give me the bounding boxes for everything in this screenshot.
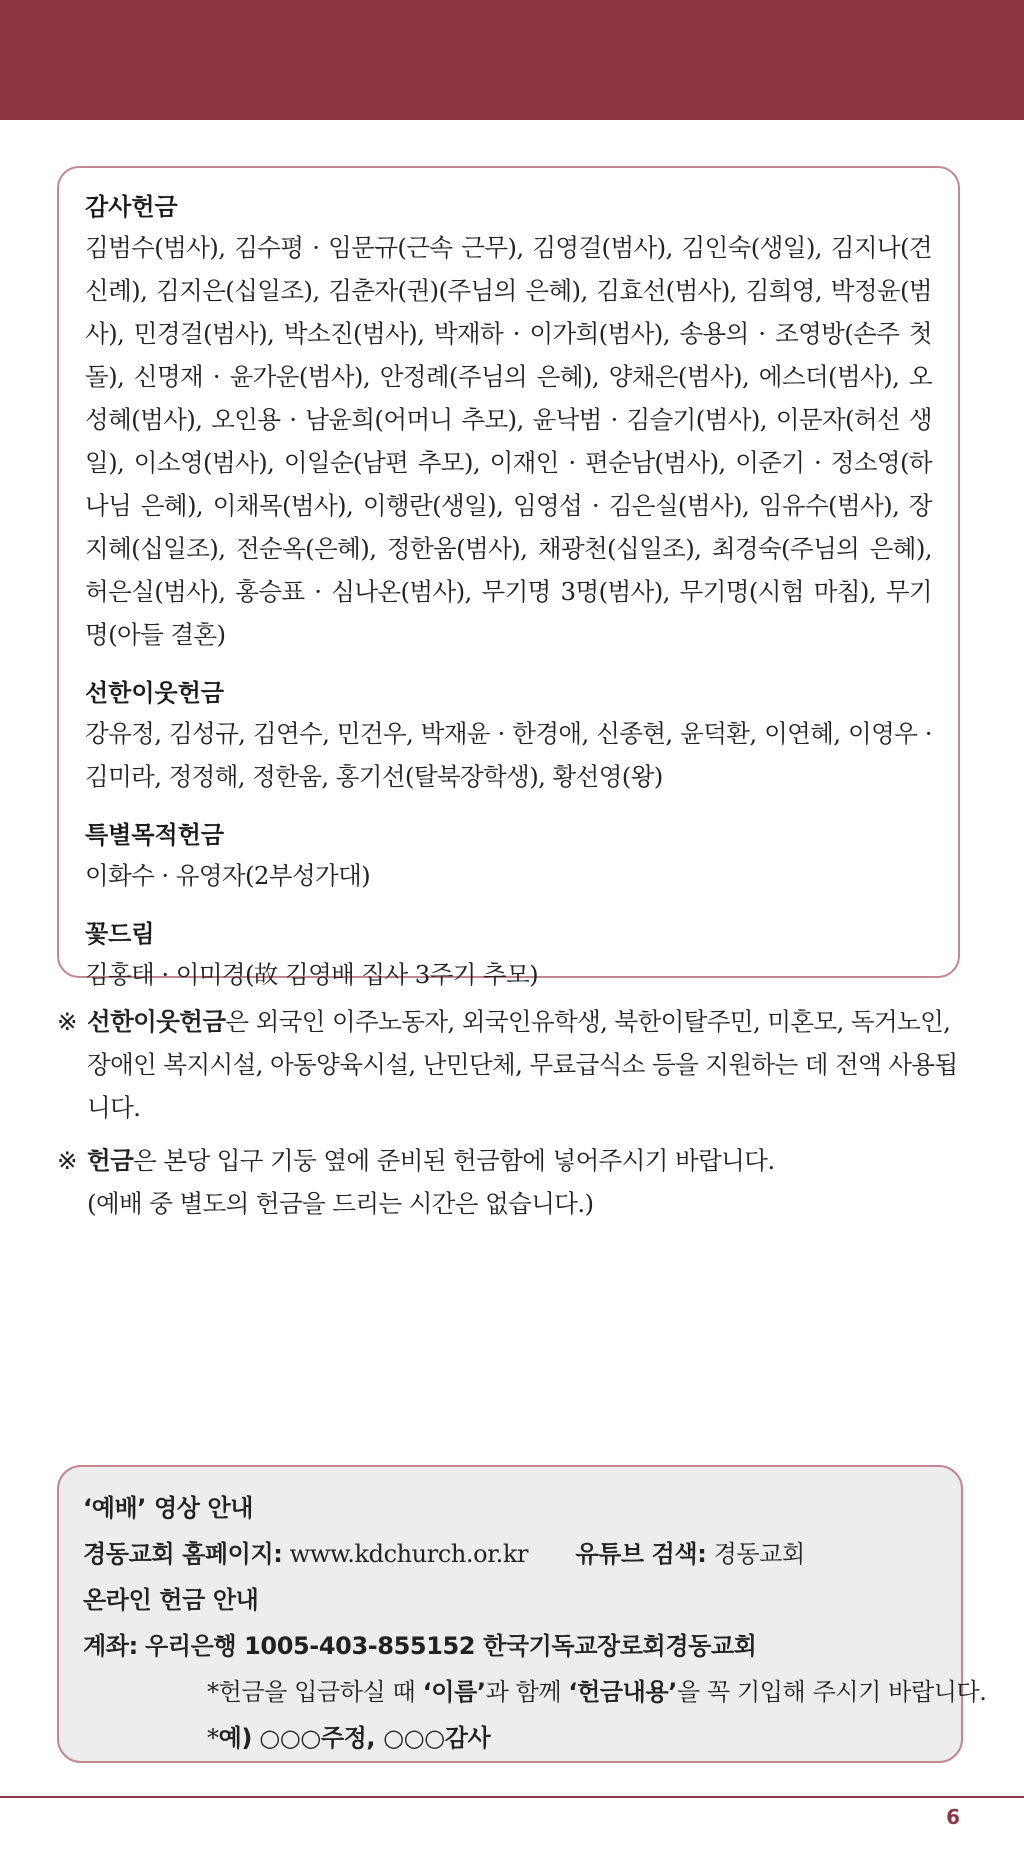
section-body-flowers: 김홍태 · 이미경(故 김영배 집사 3주기 추모) bbox=[85, 960, 539, 989]
note-offering-box bbox=[57, 1139, 967, 1225]
note-text-line2: (예배 중 별도의 헌금을 드리는 시간은 없습니다.) bbox=[87, 1189, 594, 1218]
note-text: 은 본당 입구 기둥 옆에 준비된 헌금함에 넣어주시기 바랍니다. bbox=[133, 1146, 775, 1175]
youtube-value: 경동교회 bbox=[713, 1540, 805, 1568]
note-neighbor-offering bbox=[57, 1000, 967, 1129]
homepage-url[interactable]: www.kdchurch.or.kr bbox=[289, 1540, 529, 1568]
section-body-neighbor: 강유정, 김성규, 김연수, 민건우, 박재윤 · 한경애, 신종현, 윤덕환, 이연혜, 이영우 · 김미라, 정정해, 정한움, 홍기선(탈북장학생), 황선영(왕) bbox=[85, 719, 932, 791]
video-guide-title: ‘예배’ 영상 안내 bbox=[83, 1494, 254, 1522]
video-links bbox=[83, 1531, 939, 1577]
account-line bbox=[83, 1623, 939, 1669]
deposit-note-content: ‘헌금내용’ bbox=[568, 1678, 677, 1706]
footer-rule bbox=[0, 1796, 1024, 1798]
note-text: 은 외국인 이주노동자, 외국인유학생, 북한이탈주민, 미혼모, 독거노인, 장애인 복지시설, 아동양육시설, 난민단체, 무료급식소 등을 지원하는 데 전액 사용됩니다. bbox=[87, 1007, 958, 1122]
deposit-example bbox=[83, 1715, 939, 1761]
example-label: 예) bbox=[218, 1724, 252, 1752]
notes bbox=[57, 1000, 967, 1235]
note-bold-term: 선한이웃헌금 bbox=[87, 1007, 226, 1036]
info-box bbox=[57, 1465, 987, 1763]
note-mark: ※ bbox=[57, 1146, 77, 1175]
section-body-thanks: 김범수(범사), 김수평 · 임문규(근속 근무), 김영걸(범사), 김인숙(생일), 김지나(견신례), 김지은(십일조), 김춘자(권)(주님의 은혜), 김효선(범사), 김희영, 박정윤(범사), 민경걸(범사), 박소진(범사), 박재하 · 이가희(범사), 송용의 · 조영방(손주 첫 돌), 신명재 · 윤가운(범사), 안정례(주님의 은혜), 양채은(범사), 에스더(범사), 오성혜(범사), 오인용 · 남윤희(어머니 추모), 윤낙범 · 김슬기(범사), 이문자(허선 생일), 이소영(범사), 이일순(남편 추모), 이재인 · 편순남(범사), 이준기 · 정소영(하나님 은혜), 이채목(범사), 이행란(생일), 임영섭 · 김은실(범사), 임유수(범사), 장지혜(십일조), 전순옥(은혜), 정한움(범사), 채광천(십일조), 최경숙(주님의 은혜), 허은실(범사), 홍승표 · 심나온(범사), 무기명 3명(범사), 무기명(시험 마침), 무기명(아들 결혼) bbox=[85, 233, 932, 649]
page-number: 6 bbox=[946, 1805, 960, 1829]
example-asterisk: * bbox=[207, 1724, 219, 1752]
section-body-special: 이화수 · 유영자(2부성가대) bbox=[85, 861, 371, 890]
note-bold-term: 헌금 bbox=[87, 1146, 134, 1175]
section-title-thanks: 감사헌금 bbox=[85, 193, 178, 221]
section-title-special: 특별목적헌금 bbox=[85, 821, 225, 849]
youtube-label: 유튜브 검색: bbox=[575, 1540, 707, 1568]
homepage-label: 경동교회 홈페이지: bbox=[83, 1540, 283, 1568]
deposit-note-pre: *헌금을 입금하실 때 bbox=[207, 1678, 423, 1706]
online-offering-title: 온라인 헌금 안내 bbox=[83, 1586, 259, 1614]
header-band bbox=[0, 0, 1024, 120]
account-label: 계좌: bbox=[83, 1632, 138, 1660]
deposit-note-name: ‘이름’ bbox=[422, 1678, 486, 1706]
example-text: ○○○주정, ○○○감사 bbox=[259, 1724, 491, 1752]
deposit-note-mid: 과 함께 bbox=[485, 1678, 569, 1706]
offering-list-box bbox=[57, 166, 960, 989]
account-value: 우리은행 1005-403-855152 한국기독교장로회경동교회 bbox=[145, 1632, 757, 1660]
deposit-note bbox=[83, 1669, 987, 1715]
deposit-note-post: 을 꼭 기입해 주시기 바랍니다. bbox=[676, 1678, 987, 1706]
note-mark: ※ bbox=[57, 1007, 77, 1036]
section-title-flowers: 꽃드림 bbox=[85, 920, 155, 948]
section-title-neighbor: 선한이웃헌금 bbox=[85, 679, 225, 707]
